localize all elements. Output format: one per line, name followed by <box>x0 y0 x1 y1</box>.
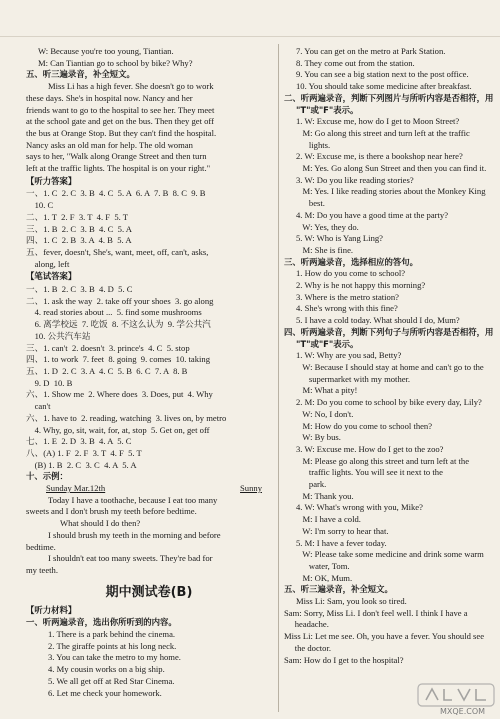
answer-line: 4. read stories about ... 5. find some mushrooms <box>26 307 202 318</box>
answer-line: can't <box>26 401 51 412</box>
passage-line: these days. She's in hospital now. Nancy and her <box>26 92 193 103</box>
section-heading: 三、听两遍录音，选择相应的答句。 <box>284 256 418 267</box>
listening-item: 9. You can see a big station next to the post office. <box>296 69 469 80</box>
question-line: 4. She's wrong with this fine? <box>296 303 398 314</box>
passage-line: says to her, "Walk along Orange Street and then turn <box>26 151 207 162</box>
answer-line: 4. Why, go, sit, wait, for, at, stop 5. Get on, get off <box>26 424 210 435</box>
dialog-line: W: Please take some medicine and drink some warm <box>296 549 484 560</box>
dialog-line: 2. W: Excuse me, is there a bookshop near here? <box>296 151 463 162</box>
dialog-line: M: Can Tiantian go to school by bike? Why? <box>38 57 193 68</box>
question-line: 1. How do you come to school? <box>296 268 406 279</box>
diary-header <box>26 483 272 495</box>
test-title: 期中测试卷(B) <box>105 584 193 600</box>
diary-line: I should brush my teeth in the morning and before <box>48 529 221 540</box>
section-heading: 二、听两遍录音，判断下列图片与所听内容是否相符，用 <box>284 92 494 103</box>
answer-line: 八、(A) 1. F 2. F 3. T 4. F 5. T <box>26 447 142 458</box>
answer-line: 五、1. D 2. C 3. A 4. C 5. B 6. C 7. A 8. B <box>26 365 188 376</box>
column-divider <box>278 44 279 712</box>
diary-line: Today I have a toothache, because I eat too many <box>48 494 218 505</box>
answer-line: 四、1. to work 7. feet 8. going 9. comes 10. taking <box>26 354 211 365</box>
section-heading: "T"或"F"表示。 <box>296 104 359 115</box>
listening-item: 10. You should take some medicine after breakfast. <box>296 81 472 92</box>
answer-line: along, left <box>26 258 70 269</box>
answer-line: 9. D 10. B <box>26 377 73 388</box>
listening-item: 6. Let me check your homework. <box>48 687 162 698</box>
watermark-text: MXQE.COM <box>440 707 486 716</box>
dialog-line: 1. W: Excuse me, how do I get to Moon Street? <box>296 116 460 127</box>
question-line: 2. Why is he not happy this morning? <box>296 280 426 291</box>
dialog-line: M: Yes. Go along Sun Street and then you can find it. <box>296 163 487 174</box>
listening-item: 8. They come out from the station. <box>296 57 415 68</box>
dialog-line: Miss Li: Sam, you look so tired. <box>296 596 407 607</box>
listening-item: 4. My cousin works on a big ship. <box>48 664 165 675</box>
dialog-line: M: Thank you. <box>296 490 354 501</box>
dialog-line: 1. W: Why are you sad, Betty? <box>296 350 402 361</box>
dialog-line: M: Yes. I like reading stories about the Monkey King <box>296 186 486 197</box>
listening-item: 5. We all get off at Red Star Cinema. <box>48 675 175 686</box>
dialog-line: traffic lights. You will see it next to the <box>296 467 443 478</box>
listening-item: 7. You can get on the metro at Park Station. <box>296 46 446 56</box>
diary-line: my teeth. <box>26 564 58 575</box>
answer-line: 五、fever, doesn't, She's, want, meet, off, can't, asks, <box>26 246 209 257</box>
section-heading: 一、听两遍录音，选出你所听到的内容。 <box>26 617 177 628</box>
passage-line: left at the traffic lights. The hospital is on your right." <box>26 163 211 174</box>
listening-item: 2. The giraffe points at his long neck. <box>48 640 177 651</box>
answer-line: 三、1. B 2. C 3. B 4. C 5. A <box>26 223 133 234</box>
answer-line: 十、示例： <box>26 471 68 482</box>
dialog-line: the doctor. <box>284 642 332 653</box>
answer-line: 10. C <box>26 200 54 211</box>
diary-line: bedtime. <box>26 541 56 552</box>
dialog-line: W: Yes, they do. <box>296 221 359 232</box>
section-heading: 五、听三遍录音，补全短文。 <box>284 584 393 595</box>
answer-line: 四、1. C 2. B 3. A 4. B 5. A <box>26 235 132 246</box>
dialog-line: M: I have a cold. <box>296 514 361 525</box>
dialog-line: lights. <box>296 139 331 150</box>
passage-line: Miss Li has a high fever. She doesn't go to work <box>48 81 214 92</box>
written-answers-label: 【笔试答案】 <box>26 271 77 282</box>
dialog-line: 5. W: Who is Yang Ling? <box>296 233 383 244</box>
dialog-line: W: By bus. <box>296 432 341 443</box>
dialog-line: supermarket with my mother. <box>296 373 411 384</box>
dialog-line: M: How do you come to school then? <box>296 420 433 431</box>
material-label: 【听力材料】 <box>26 604 77 615</box>
question-line: 5. I have a cold today. What should I do, Mum? <box>296 315 460 326</box>
dialog-line: M: What a pity! <box>296 385 358 396</box>
diary-weather: Sunny <box>240 483 262 494</box>
dialog-line: 3. W: Do you like reading stories? <box>296 174 414 185</box>
answer-line: 六、1. Show me 2. Where does 3. Does, put 4. Why <box>26 389 213 400</box>
passage-line: the bus at Orange Stop. But they can't find the hospital. <box>26 127 217 138</box>
dialog-line: Sam: Sorry, Miss Li. I don't feel well. I think I have a <box>284 607 468 618</box>
dialog-line: M: She is fine. <box>296 244 354 255</box>
answer-line: 一、1. C 2. C 3. B 4. C 5. A 6. A 7. B 8. C 9. B <box>26 188 206 199</box>
dialog-line: 4. W: What's wrong with you, Mike? <box>296 502 423 513</box>
listening-answers-label: 【听力答案】 <box>26 175 77 186</box>
dialog-line: M: OK, Mum. <box>296 572 353 583</box>
listening-item: 3. You can take the metro to my home. <box>48 652 181 663</box>
dialog-line: headache. <box>284 619 329 630</box>
dialog-line: Sam: How do I get to the hospital? <box>284 654 404 665</box>
answer-line: 二、1. T 2. F 3. T 4. F 5. T <box>26 211 129 222</box>
answer-line: 一、1. B 2. C 3. B 4. D 5. C <box>26 284 133 295</box>
question-line: 3. Where is the metro station? <box>296 291 399 302</box>
dialog-line: 5. M: I have a fever today. <box>296 537 387 548</box>
dialog-line: 4. M: Do you have a good time at the party? <box>296 209 449 220</box>
diary-line: sweets and I don't brush my teeth before bedtime. <box>26 506 197 517</box>
answer-line: 三、1. can't 2. doesn't 3. prince's 4. C 5. stop <box>26 342 190 353</box>
answer-line: 10. 公共汽车站 <box>26 330 91 341</box>
right-column <box>284 46 496 666</box>
dialog-line: 3. W: Excuse me. How do I get to the zoo? <box>296 443 444 454</box>
diary-line: What should I do then? <box>60 518 141 529</box>
dialog-line: M: Please go along this street and turn left at the <box>296 455 470 466</box>
dialog-line: W: Because I should stay at home and can't go to the <box>296 361 484 372</box>
diary-date: Sunday Mar.12th <box>46 483 106 494</box>
top-rule <box>0 36 500 37</box>
dialog-line: park. <box>296 479 327 490</box>
answer-line: 六、1. have to 2. reading, watching 3. lives on, by metro <box>26 412 227 423</box>
dialog-line: 2. M: Do you come to school by bike every day, Lily? <box>296 397 482 408</box>
section-heading: 五、听三遍录音，补全短文。 <box>26 69 135 80</box>
answer-line: 七、1. E 2. D 3. B 4. A 5. C <box>26 436 132 447</box>
section-heading: "T"或"F"表示。 <box>296 338 359 349</box>
answer-line: (B) 1. B 2. C 3. C 4. A 5. A <box>26 459 137 470</box>
dialog-line: M: Go along this street and turn left at the traffic <box>296 127 470 138</box>
dialog-line: Miss Li: Let me see. Oh, you have a fever. You should see <box>284 631 485 642</box>
left-column <box>26 46 272 699</box>
answer-line: 6. 离学校远 7. 吃饭 8. 不这么认为 9. 学公共汽 <box>26 319 211 330</box>
dialog-line: best. <box>296 198 325 209</box>
section-heading: 四、听两遍录音，判断下列句子与所听内容是否相符，用 <box>284 326 494 337</box>
passage-line: Nancy asks an old man for help. The old woman <box>26 139 193 150</box>
dialog-line: W: Because you're too young, Tiantian. <box>38 46 174 56</box>
answer-line: 二、1. ask the way 2. take off your shoes 3. go along <box>26 295 214 306</box>
diary-line: I shouldn't eat too many sweets. They're bad for <box>48 553 213 564</box>
passage-line: friends want to go to the hospital to see her. They meet <box>26 104 215 115</box>
dialog-line: water, Tom. <box>296 560 350 571</box>
listening-item: 1. There is a park behind the cinema. <box>48 629 176 640</box>
passage-line: at the school gate and get on the bus. Then they get off <box>26 116 214 127</box>
dialog-line: W: No, I don't. <box>296 408 354 419</box>
dialog-line: W: I'm sorry to hear that. <box>296 525 389 536</box>
